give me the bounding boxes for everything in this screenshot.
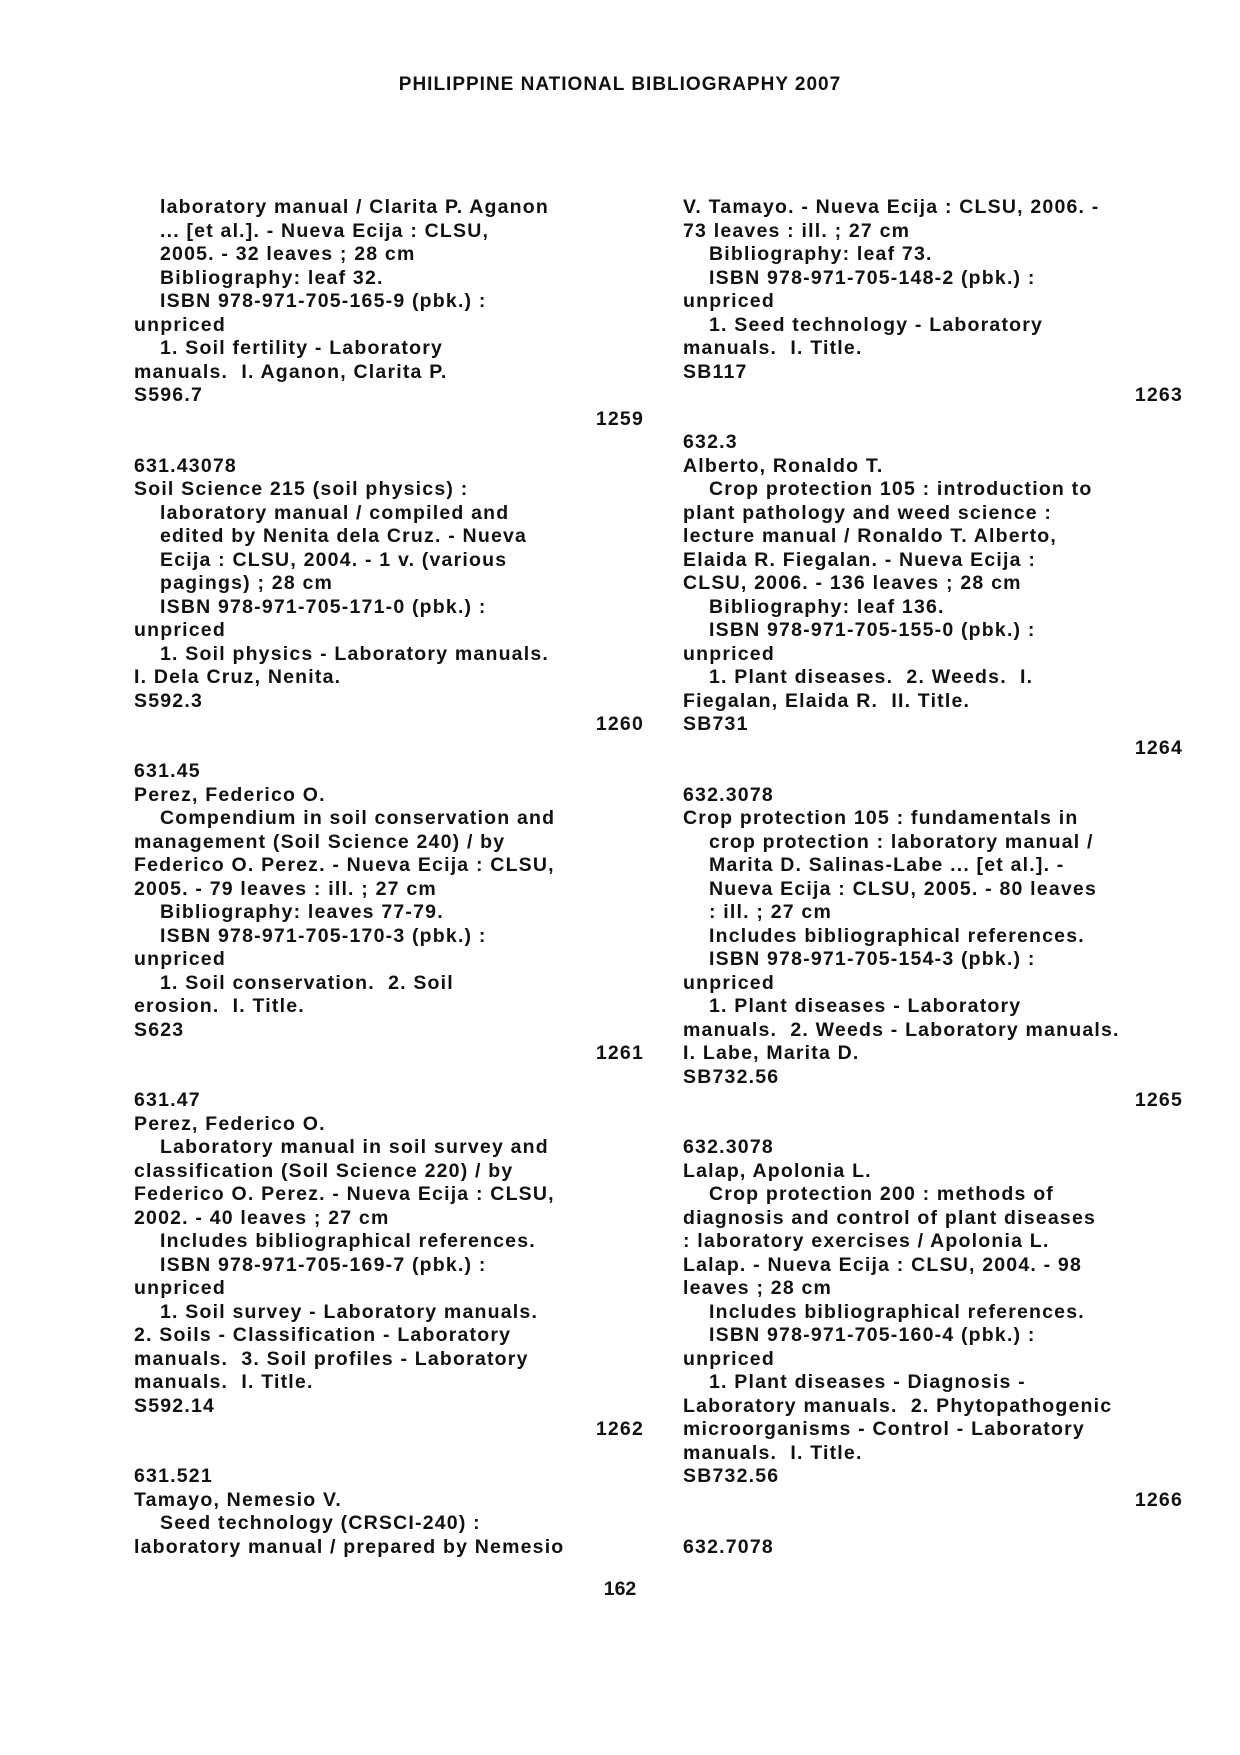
entry-line: : ill. ; 27 cm: [709, 901, 833, 923]
entry-line: unpriced: [134, 619, 226, 641]
entry-line: manuals. 2. Weeds - Laboratory manuals.: [683, 1018, 1120, 1041]
entry-line: unpriced: [134, 313, 226, 336]
entry-line: Nueva Ecija : CLSU, 2005. - 80 leaves: [709, 877, 1098, 900]
page-number: 162: [603, 1578, 637, 1600]
entry-line: 632.3078: [683, 1136, 774, 1158]
entry-number: 1261: [595, 1042, 644, 1064]
entry-line: SB732.56: [683, 1465, 780, 1487]
entry-line: manuals. 3. Soil profiles - Laboratory: [134, 1347, 529, 1370]
entry-line: Includes bibliographical references.: [160, 1230, 536, 1252]
entry-line: 1. Plant diseases - Diagnosis -: [709, 1371, 1026, 1393]
entry-line: 2. Soils - Classification - Laboratory: [134, 1324, 512, 1346]
entry-number: 1263: [1134, 384, 1183, 406]
entry-number: 1260: [595, 713, 644, 735]
entry-line: ISBN 978-971-705-169-7 (pbk.) :: [160, 1253, 487, 1276]
entry-line: Bibliography: leaf 73.: [709, 243, 933, 265]
entry-line: I. Dela Cruz, Nenita.: [134, 666, 342, 688]
entry-line: ISBN 978-971-705-160-4 (pbk.) :: [709, 1324, 1036, 1346]
entry-line: 1. Seed technology - Laboratory: [709, 313, 1044, 336]
entry-line: 1. Soil conservation. 2. Soil: [160, 971, 454, 994]
entry-line: 631.47: [134, 1089, 201, 1111]
entry-line: ISBN 978-971-705-165-9 (pbk.) :: [160, 290, 487, 312]
entry-line: ... [et al.]. - Nueva Ecija : CLSU,: [160, 219, 490, 242]
entry-line: unpriced: [683, 971, 775, 994]
entry-line: : laboratory exercises / Apolonia L.: [683, 1230, 1050, 1252]
entry-line: Federico O. Perez. - Nueva Ecija : CLSU,: [134, 1183, 555, 1205]
entry-line: 631.521: [134, 1465, 213, 1487]
entry-line: leaves ; 28 cm: [683, 1277, 833, 1299]
entry-line: 632.3078: [683, 783, 774, 806]
entry-number: 1265: [1134, 1089, 1183, 1111]
entry-line: classification (Soil Science 220) / by: [134, 1159, 514, 1182]
entry-line: management (Soil Science 240) / by: [134, 830, 506, 853]
entry-line: CLSU, 2006. - 136 leaves ; 28 cm: [683, 572, 1022, 594]
entry-line: ISBN 978-971-705-170-3 (pbk.) :: [160, 924, 487, 947]
entry-line: 1. Soil fertility - Laboratory: [160, 337, 444, 359]
entry-number: 1262: [595, 1418, 644, 1440]
entry-line: diagnosis and control of plant diseases: [683, 1206, 1097, 1229]
entry-line: manuals. I. Title.: [683, 337, 863, 359]
entry-number: 1264: [1134, 736, 1183, 759]
entry-number: 1259: [595, 407, 644, 430]
entry-line: Ecija : CLSU, 2004. - 1 v. (various: [160, 548, 508, 571]
entry-line: manuals. I. Aganon, Clarita P.: [134, 360, 448, 383]
right-column: [683, 196, 1183, 1559]
entry-line: S596.7: [134, 384, 204, 406]
entry-line: Laboratory manual in soil survey and: [160, 1136, 549, 1158]
entry-line: laboratory manual / Clarita P. Aganon: [160, 196, 549, 218]
entry-line: S592.14: [134, 1394, 216, 1417]
entry-line: manuals. I. Title.: [683, 1441, 863, 1464]
entry-line: unpriced: [683, 290, 775, 312]
entry-line: Laboratory manuals. 2. Phytopathogenic: [683, 1394, 1113, 1417]
entry-line: manuals. I. Title.: [134, 1371, 314, 1393]
entry-line: Crop protection 200 : methods of: [709, 1183, 1055, 1205]
spacer: [134, 1066, 644, 1090]
entry-line: Crop protection 105 : fundamentals in: [683, 807, 1079, 829]
entry-line: lecture manual / Ronaldo T. Alberto,: [683, 525, 1058, 547]
entry-line: 1. Soil physics - Laboratory manuals.: [160, 642, 550, 665]
entry-line: Bibliography: leaf 136.: [709, 595, 945, 618]
entry-line: 2005. - 79 leaves : ill. ; 27 cm: [134, 877, 437, 900]
entry-line: Includes bibliographical references.: [709, 924, 1085, 947]
entry-line: V. Tamayo. - Nueva Ecija : CLSU, 2006. -: [683, 196, 1100, 218]
entry-line: 632.7078: [683, 1535, 774, 1558]
left-column: [134, 196, 644, 1559]
entry-line: unpriced: [683, 642, 775, 665]
entry-line: 1. Soil survey - Laboratory manuals.: [160, 1300, 539, 1323]
entry-line: Compendium in soil conservation and: [160, 807, 556, 829]
entry-line: edited by Nenita dela Cruz. - Nueva: [160, 525, 528, 547]
entry-line: laboratory manual / prepared by Nemesio: [134, 1535, 565, 1558]
entry-line: unpriced: [683, 1347, 775, 1370]
entry-line: pagings) ; 28 cm: [160, 572, 334, 594]
entry-line: microorganisms - Control - Laboratory: [683, 1418, 1085, 1440]
entry-line: unpriced: [134, 948, 226, 970]
entry-line: Lalap. - Nueva Ecija : CLSU, 2004. - 98: [683, 1253, 1083, 1276]
entry-line: ISBN 978-971-705-155-0 (pbk.) :: [709, 619, 1036, 641]
entry-number: 1266: [1134, 1488, 1183, 1511]
entry-line: Federico O. Perez. - Nueva Ecija : CLSU,: [134, 854, 555, 876]
entry-line: 631.45: [134, 760, 201, 782]
entry-line: Bibliography: leaf 32.: [160, 266, 384, 289]
entry-line: crop protection : laboratory manual /: [709, 830, 1094, 853]
entry-line: SB732.56: [683, 1065, 780, 1088]
entry-line: 631.43078: [134, 454, 237, 477]
entry-line: Tamayo, Nemesio V.: [134, 1488, 343, 1511]
spacer: [134, 1442, 644, 1466]
entry-line: Perez, Federico O.: [134, 783, 326, 806]
entry-line: Elaida R. Fiegalan. - Nueva Ecija :: [683, 548, 1037, 571]
spacer: [683, 1113, 1183, 1137]
entry-line: I. Labe, Marita D.: [683, 1042, 860, 1064]
entry-line: laboratory manual / compiled and: [160, 501, 510, 524]
entry-line: Bibliography: leaves 77-79.: [160, 901, 444, 923]
spacer: [683, 408, 1183, 432]
entry-line: Lalap, Apolonia L.: [683, 1159, 872, 1182]
entry-line: Crop protection 105 : introduction to: [709, 478, 1093, 500]
entry-line: S623: [134, 1018, 185, 1041]
entry-line: Seed technology (CRSCI-240) :: [160, 1512, 481, 1534]
spacer: [134, 737, 644, 761]
entry-line: ISBN 978-971-705-154-3 (pbk.) :: [709, 948, 1036, 970]
entry-line: Marita D. Salinas-Labe ... [et al.]. -: [709, 854, 1065, 876]
entry-line: plant pathology and weed science :: [683, 501, 1053, 524]
entry-line: S592.3: [134, 689, 204, 712]
entry-line: Alberto, Ronaldo T.: [683, 454, 884, 477]
entry-line: 1. Plant diseases. 2. Weeds. I.: [709, 666, 1034, 688]
spacer: [683, 1512, 1183, 1536]
entry-line: Fiegalan, Elaida R. II. Title.: [683, 689, 971, 712]
entry-line: SB731: [683, 713, 749, 735]
entry-line: Includes bibliographical references.: [709, 1300, 1085, 1323]
entry-line: 1. Plant diseases - Laboratory: [709, 995, 1022, 1017]
spacer: [683, 760, 1183, 784]
spacer: [134, 431, 644, 455]
entry-line: SB117: [683, 360, 748, 383]
entry-line: erosion. I. Title.: [134, 995, 305, 1017]
entry-line: Perez, Federico O.: [134, 1112, 326, 1135]
entry-line: 2005. - 32 leaves ; 28 cm: [160, 243, 416, 265]
entry-line: ISBN 978-971-705-171-0 (pbk.) :: [160, 595, 487, 618]
entry-line: 632.3: [683, 431, 738, 453]
page-header: PHILIPPINE NATIONAL BIBLIOGRAPHY 2007: [398, 74, 842, 95]
entry-line: Soil Science 215 (soil physics) :: [134, 478, 469, 500]
entry-line: 2002. - 40 leaves ; 27 cm: [134, 1206, 390, 1229]
entry-line: 73 leaves : ill. ; 27 cm: [683, 219, 911, 242]
entry-line: ISBN 978-971-705-148-2 (pbk.) :: [709, 266, 1036, 289]
entry-line: unpriced: [134, 1277, 226, 1299]
